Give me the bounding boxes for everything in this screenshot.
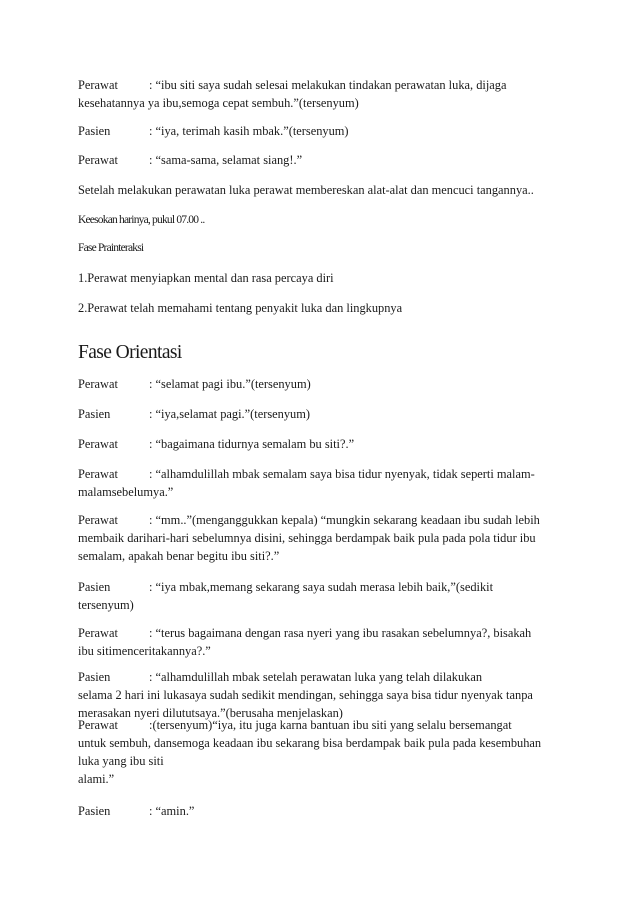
- dialogue-block: [78, 511, 564, 565]
- speaker-label: Perawat: [78, 437, 118, 451]
- dialogue-text: semalam, apakah benar begitu ibu siti?.”: [78, 549, 280, 563]
- dialogue-block: [78, 375, 564, 393]
- dialogue-text: kesehatannya ya ibu,semoga cepat sembuh.”(tersenyum): [78, 96, 359, 110]
- dialogue-text: alami.”: [78, 772, 115, 786]
- dialogue-block: [78, 465, 564, 501]
- dialogue-text: : “mm..”(menganggukkan kepala) “mungkin sekarang keadaan ibu sudah lebih: [149, 513, 540, 527]
- dialogue-text: tersenyum): [78, 598, 134, 612]
- list-item-text: 1.Perawat menyiapkan mental dan rasa percaya diri: [78, 271, 334, 285]
- dialogue-block: [78, 716, 564, 788]
- list-item: [78, 269, 564, 287]
- dialogue-text: :(tersenyum)“iya, itu juga karna bantuan ibu siti yang selalu bersemangat: [149, 718, 512, 732]
- dialogue-text: : “selamat pagi ibu.”(tersenyum): [149, 377, 311, 391]
- narration-paragraph: [78, 181, 564, 199]
- speaker-label: Perawat: [78, 78, 118, 92]
- dialogue-text: selama 2 hari ini lukasaya sudah sedikit mendingan, sehingga saya bisa tidur nyenyak tanpa: [78, 688, 533, 702]
- dialogue-text: : “alhamdulillah mbak semalam saya bisa tidur nyenyak, tidak seperti malam-: [149, 467, 535, 481]
- list-item: [78, 299, 564, 317]
- section-label: [78, 239, 564, 257]
- speaker-label: Perawat: [78, 718, 118, 732]
- speaker-label: Pasien: [78, 124, 111, 138]
- dialogue-text: luka yang ibu siti: [78, 754, 164, 768]
- dialogue-text: : “iya, terimah kasih mbak.”(tersenyum): [149, 124, 349, 138]
- dialogue-text: : “amin.”: [149, 804, 195, 818]
- dialogue-text: : “alhamdulillah mbak setelah perawatan luka yang telah dilakukan: [149, 670, 483, 684]
- dialogue-block: [78, 435, 564, 453]
- dialogue-text: : “iya,selamat pagi.”(tersenyum): [149, 407, 311, 421]
- dialogue-block: [78, 802, 564, 820]
- dialogue-text: : “ibu siti saya sudah selesai melakukan tindakan perawatan luka, dijaga: [149, 78, 507, 92]
- narration-text: Keesokan harinya, pukul 07.00 ..: [78, 214, 205, 226]
- dialogue-text: membaik darihari-hari sebelumnya disini, sehingga berdampak baik pula pada pola tidur ibu: [78, 531, 536, 545]
- dialogue-text: : “bagaimana tidurnya semalam bu siti?.”: [149, 437, 355, 451]
- dialogue-text: malamsebelumya.”: [78, 485, 174, 499]
- section-label-text: Fase Prainteraksi: [78, 242, 144, 254]
- dialogue-block: [78, 624, 564, 660]
- section-heading: Fase Orientasi: [78, 342, 182, 363]
- dialogue-text: : “sama-sama, selamat siang!.”: [149, 153, 303, 167]
- dialogue-block: [78, 122, 564, 140]
- dialogue-text: : “terus bagaimana dengan rasa nyeri yang ibu rasakan sebelumnya?, bisakah: [149, 626, 532, 640]
- speaker-label: Perawat: [78, 467, 118, 481]
- speaker-label: Pasien: [78, 804, 111, 818]
- narration-paragraph: [78, 211, 564, 229]
- narration-text: Setelah melakukan perawatan luka perawat membereskan alat-alat dan mencuci tangannya..: [78, 183, 534, 197]
- speaker-label: Perawat: [78, 377, 118, 391]
- speaker-label: Perawat: [78, 153, 118, 167]
- dialogue-text: ibu sitimenceritakannya?.”: [78, 644, 211, 658]
- dialogue-text: merasakan nyeri dilututsaya.”(berusaha menjelaskan): [78, 706, 343, 720]
- speaker-label: Perawat: [78, 626, 118, 640]
- dialogue-block: [78, 668, 564, 722]
- dialogue-text: : “iya mbak,memang sekarang saya sudah merasa lebih baik,”(sedikit: [149, 580, 494, 594]
- speaker-label: Perawat: [78, 513, 118, 527]
- list-item-text: 2.Perawat telah memahami tentang penyakit luka dan lingkupnya: [78, 301, 403, 315]
- dialogue-block: [78, 405, 564, 423]
- dialogue-block: [78, 76, 564, 112]
- dialogue-text: untuk sembuh, dansemoga keadaan ibu sekarang bisa berdampak baik pula pada kesembuhan: [78, 736, 542, 750]
- dialogue-block: [78, 578, 564, 614]
- speaker-label: Pasien: [78, 407, 111, 421]
- speaker-label: Pasien: [78, 580, 111, 594]
- speaker-label: Pasien: [78, 670, 111, 684]
- dialogue-block: [78, 151, 564, 169]
